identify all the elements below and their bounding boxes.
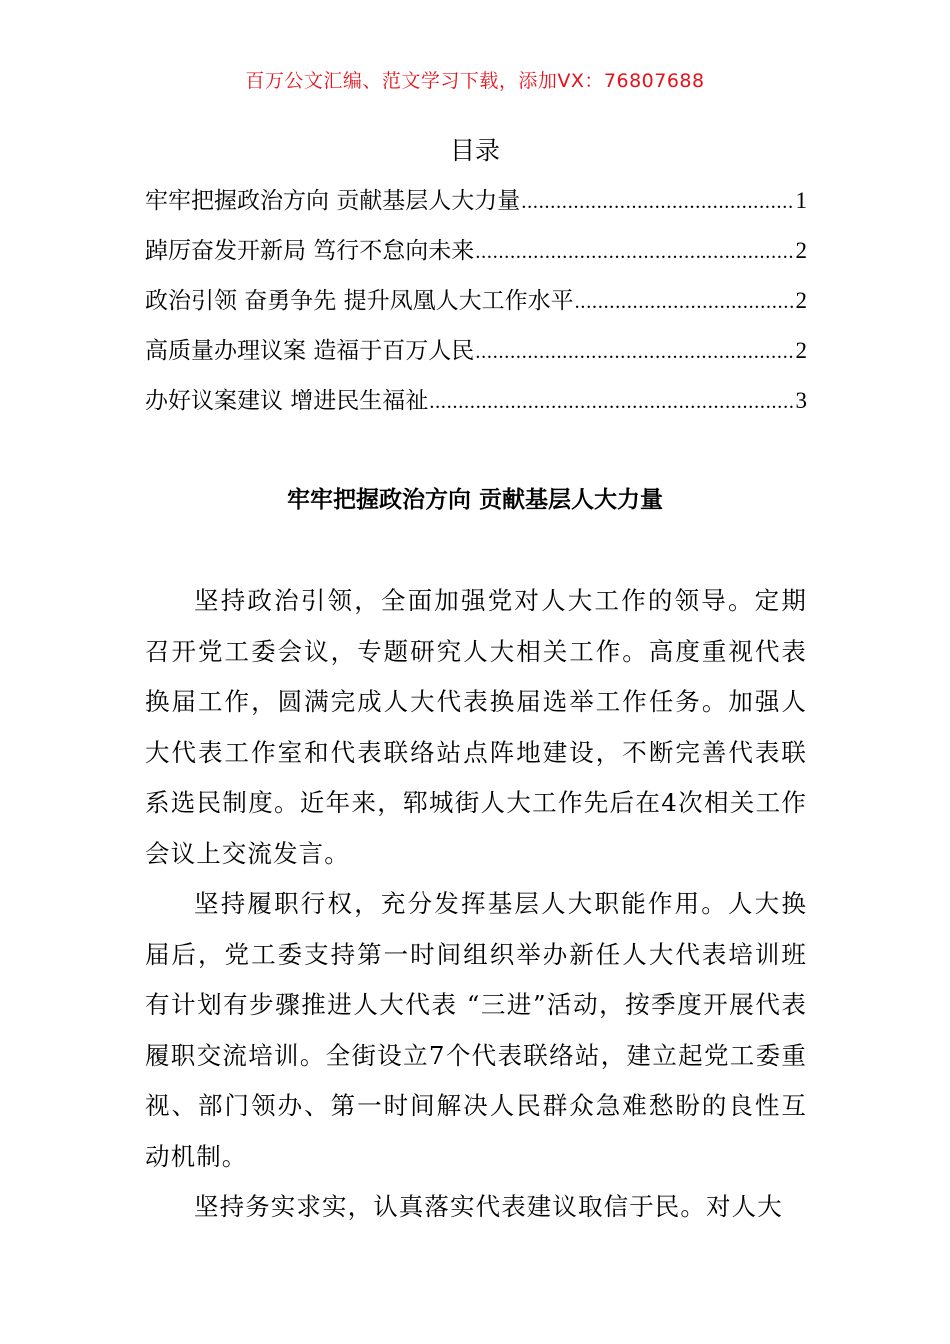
toc-leader-dots: [475, 331, 794, 373]
toc-entry-text: 牢牢把握政治方向 贡献基层人大力量: [145, 188, 521, 214]
article-paragraph: 坚持务实求实，认真落实代表建议取信于民。对人大: [194, 1192, 783, 1221]
header-banner: 百万公文汇编、范文学习下载，添加VX：76807688: [245, 70, 705, 92]
toc-entry-text: 踔厉奋发开新局 笃行不怠向未来: [145, 238, 475, 264]
toc-leader-dots: [429, 381, 794, 423]
toc-entry[interactable]: [145, 180, 807, 230]
article-body: [145, 576, 807, 1233]
toc-title: 目录: [449, 136, 500, 165]
toc-entry[interactable]: [145, 280, 807, 330]
toc-leader-dots: [521, 181, 794, 223]
toc-entry-text: 高质量办理议案 造福于百万人民: [145, 338, 475, 364]
toc-entry-page: 3: [795, 388, 807, 413]
toc-entry-text: 办好议案建议 增进民生福祉: [145, 388, 429, 414]
toc-entry-page: 1: [795, 188, 807, 213]
toc-entry-page: 2: [795, 288, 807, 313]
toc-entry[interactable]: [145, 330, 807, 380]
toc-entry-text: 政治引领 奋勇争先 提升凤凰人大工作水平: [145, 288, 574, 314]
table-of-contents: [145, 180, 807, 430]
toc-leader-dots: [575, 281, 795, 323]
toc-entry-page: 2: [795, 238, 807, 263]
article-title: 牢牢把握政治方向 贡献基层人大力量: [286, 487, 663, 513]
toc-entry-page: 2: [795, 338, 807, 363]
toc-entry[interactable]: [145, 230, 807, 280]
article-paragraph: 坚持政治引领，全面加强党对人大工作的领导。定期召开党工委会议，专题研究人大相关工作。高度重视代表换届工作，圆满完成人大代表换届选举工作任务。加强人大代表工作室和代表联络站点阵地建设，不断完善代表联系选民制度。近年来，郓城街人大工作先后在4次相关工作会议上交流发言。: [145, 586, 807, 868]
toc-leader-dots: [475, 231, 794, 273]
article-paragraph: 坚持履职行权，充分发挥基层人大职能作用。人大换届后，党工委支持第一时间组织举办新任人大代表培训班有计划有步骤推进人大代表 “三进”活动，按季度开展代表履职交流培训。全街设立7个代表联络站，建立起党工委重视、部门领办、第一时间解决人民群众急难愁盼的良性互动机制。: [145, 889, 807, 1171]
toc-entry[interactable]: [145, 380, 807, 430]
